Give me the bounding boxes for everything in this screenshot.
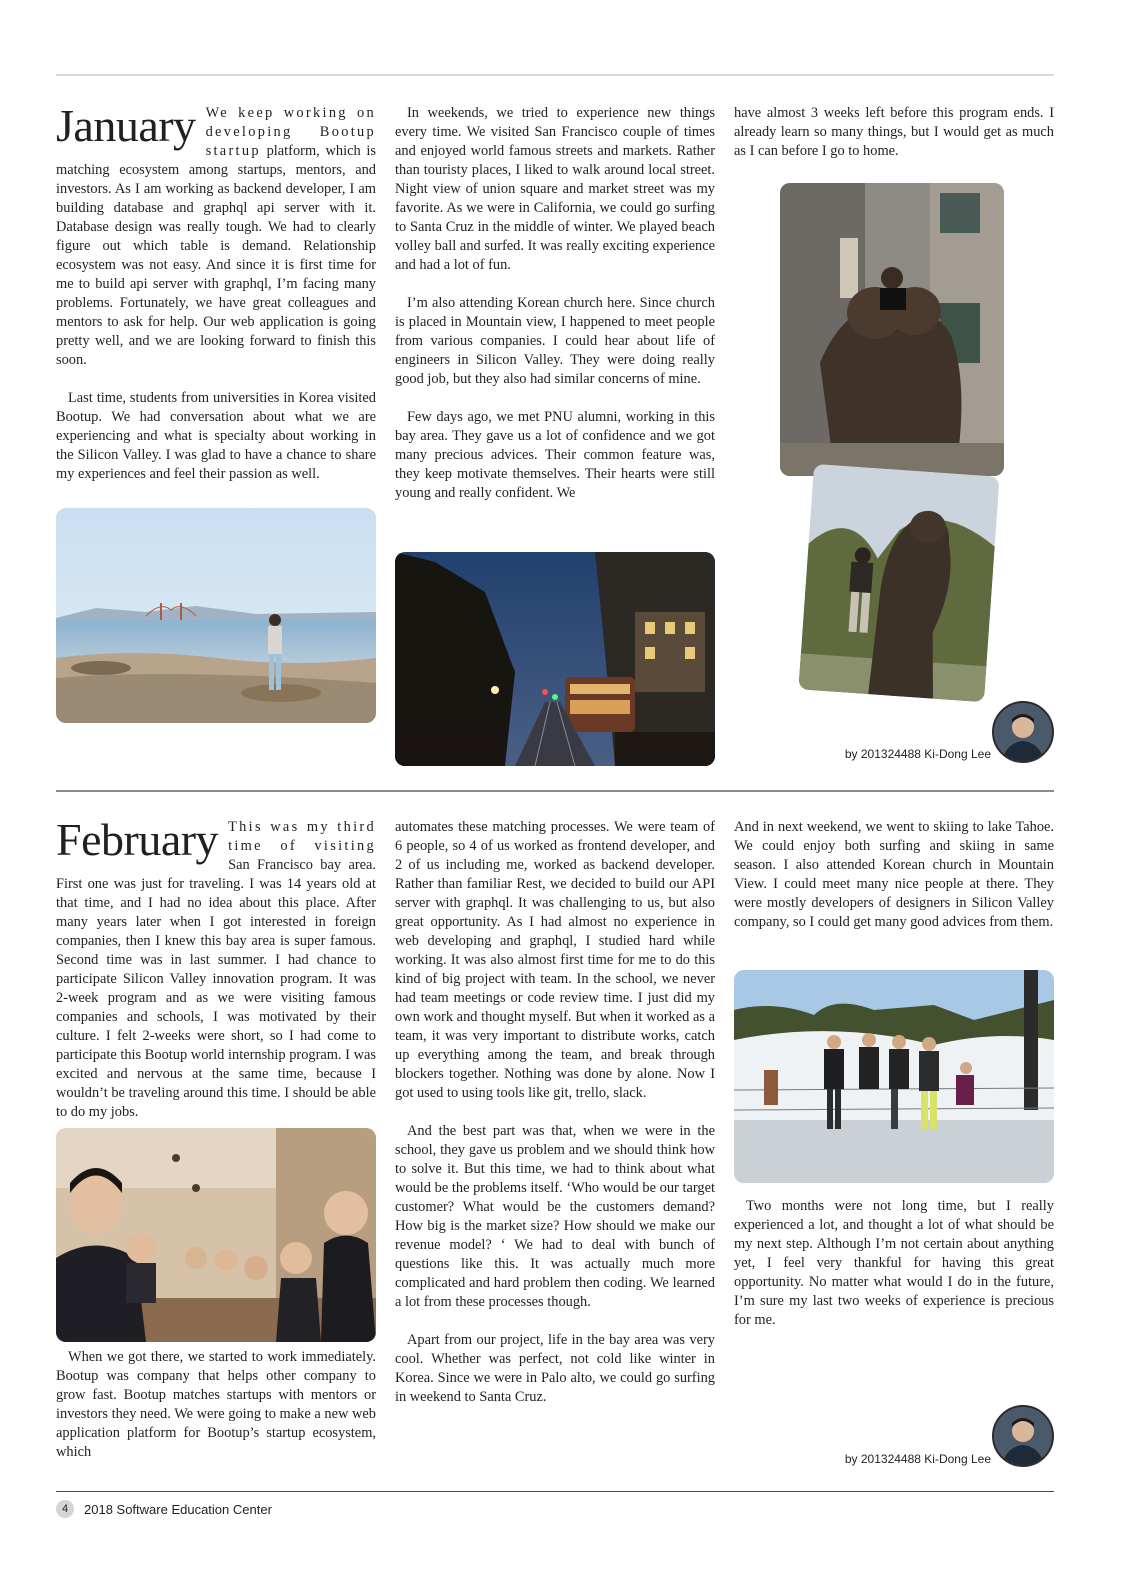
february-paragraph-5: Apart from our project, life in the bay area was very cool. Whether was perfect, not cold like winter in Korea. Since we were in Palo alto, we could go surfing in weekend to Santa Cruz. xyxy=(395,1332,715,1405)
february-lead-text: This was my third time of visiting xyxy=(228,819,376,854)
footer-rule xyxy=(56,1491,1054,1492)
january-column-2 xyxy=(395,104,715,503)
january-column-3 xyxy=(734,104,1054,161)
february-intro-paragraph xyxy=(56,814,376,1122)
february-paragraph-2: When we got there, we started to work immediately. Bootup was company that helps other company to grow fast. Bootup matches startups with mentors or investors they need. We were going to make a new web application platform for Bootup’s startup ecosystem, which xyxy=(56,1349,376,1460)
page-number: 4 xyxy=(56,1500,74,1518)
author-avatar-january xyxy=(992,701,1054,763)
ski-group-photo xyxy=(734,970,1054,1183)
restaurant-group-photo xyxy=(56,1128,376,1342)
january-paragraph-2: Last time, students from universities in Korea visited Bootup. We had conversation about what we are experiencing and what is specialty about working in the Silicon Valley. I was glad to have a chance to share my experiences and feel their passion as well. xyxy=(56,390,376,482)
january-byline: by 201324488 Ki-Dong Lee xyxy=(844,747,991,761)
author-avatar-february xyxy=(992,1405,1054,1467)
january-paragraph-3: In weekends, we tried to experience new things every time. We visited San Francisco couple of times and enjoyed world famous streets and markets. Rather than touristy places, I liked to walk around local street. Night view of union square and market street was my favorite. As we were in California, we could go surfing to Santa Cruz in the middle of winter. We played beach volley ball and surfed. It was really exciting experience and had a lot of fun. xyxy=(395,105,715,273)
bear-hug-photo xyxy=(798,464,999,702)
january-lead-text: We keep working on developing Bootup startup xyxy=(205,105,376,159)
february-paragraph-7: Two months were not long time, but I really experienced a lot, and thought a lot of what should be my next step. Although I’m not certain about anything yet, I feel very thankful for having this great opportunity. No matter what would I do in the future, I’m sure my last two weeks of experience is precious for me. xyxy=(734,1198,1054,1328)
february-paragraph-3: automates these matching processes. We were team of 6 people, so 4 of us worked as frontend developer, and 2 of us including me, worked as backend developer. Rather than familiar Rest, we decided to build our API server with graphql. It was challenging to us, but also great opportunity. As I had almost no experience in web developing and graphql, I studied hard while working. It was also almost first time for me to do this kind of big project with team. In the school, we never had team meetings or code review time. I just did my own work and thought myself. But when it worked as a team, it was very important to distribute works, catch up everything among the team, and break through blockers together. Nothing was done by alone. Now I got used to using tools like git, trello, slack. xyxy=(395,819,715,1101)
january-paragraph-4: I’m also attending Korean church here. Since church is placed in Mountain view, I happened to meet people from various companies. I could hear about life of engineers in Silicon Valley. They were doing really good job, but they also had similar concerns of mine. xyxy=(395,295,715,387)
january-paragraph-5: Few days ago, we met PNU alumni, working in this bay area. They gave us a lot of confidence and we got many precious advices. Their common feature was, they keep motivate themselves. Their hearts were still young and really confident. We xyxy=(395,409,715,501)
january-intro-paragraph xyxy=(56,100,376,370)
february-column-1b xyxy=(56,1348,376,1462)
january-heading: January xyxy=(56,100,196,151)
february-column-1 xyxy=(56,814,376,1122)
beach-photo xyxy=(56,508,376,723)
footer-title: 2018 Software Education Center xyxy=(84,1501,272,1517)
top-rule xyxy=(56,74,1054,76)
bear-statue-photo xyxy=(780,183,1004,476)
february-column-3 xyxy=(734,818,1054,932)
january-paragraph-1: platform, which is matching ecosystem among startups, mentors, and investors. As I am working as backend developer, I am building database and graphql api server with it. Database design was really tough. We had to clearly figure out which table is demand. Relationship ecosystem was not easy. And since it is first time for me to build api server with graphql, I’m facing many problems. Fortunately, we have great colleagues and mentors to ask for help. Our web application is going pretty well, and we are looking forward to finish this soon. xyxy=(56,143,376,368)
february-paragraph-4: And the best part was that, when we were in the school, they gave us problem and we should think how to solve it. But this time, we had to think about what would be the problems itself. ‘Who would be our target customer? What would be the customers demand? How big is the market size? How should we make our revenue model? ‘ We had to deal with bunch of questions like this. It was actually much more complicated and hard problem then coding. We learned a lot from these processes though. xyxy=(395,1123,715,1310)
february-column-3b xyxy=(734,1197,1054,1330)
february-heading: February xyxy=(56,814,219,865)
section-divider xyxy=(56,790,1054,792)
january-paragraph-6: have almost 3 weeks left before this program ends. I already learn so many things, but I would get as much as I can before I go to home. xyxy=(734,105,1054,159)
february-paragraph-1: San Francisco bay area. First one was just for traveling. I was 14 years old at that time, and I had no idea about this place. After many years later when I got interested in foreign companies, then I knew this bay area is super famous. Second time was in last summer. I had chance to participate Silicon Valley innovation program. It was 2-week program and as we were visiting famous companies and schools, I was motivated by their culture. I felt 2-weeks were short, so I had come to participate this Bootup world internship program. I was excited and nervous at the same time, because I wouldn’t be traveling around this time. I should be able to do my jobs. xyxy=(56,857,376,1120)
january-column-1 xyxy=(56,100,376,484)
february-paragraph-6: And in next weekend, we went to skiing to lake Tahoe. We could enjoy both surfing and skiing in same season. I also attended Korean church in Mountain View. I could meet many nice people at there. They were mostly developers of designers in Silicon Valley company, so I could get many good advices from them. xyxy=(734,819,1054,930)
february-byline: by 201324488 Ki-Dong Lee xyxy=(844,1452,991,1466)
page-footer xyxy=(56,1500,272,1518)
february-column-2 xyxy=(395,818,715,1407)
night-street-photo xyxy=(395,552,715,766)
